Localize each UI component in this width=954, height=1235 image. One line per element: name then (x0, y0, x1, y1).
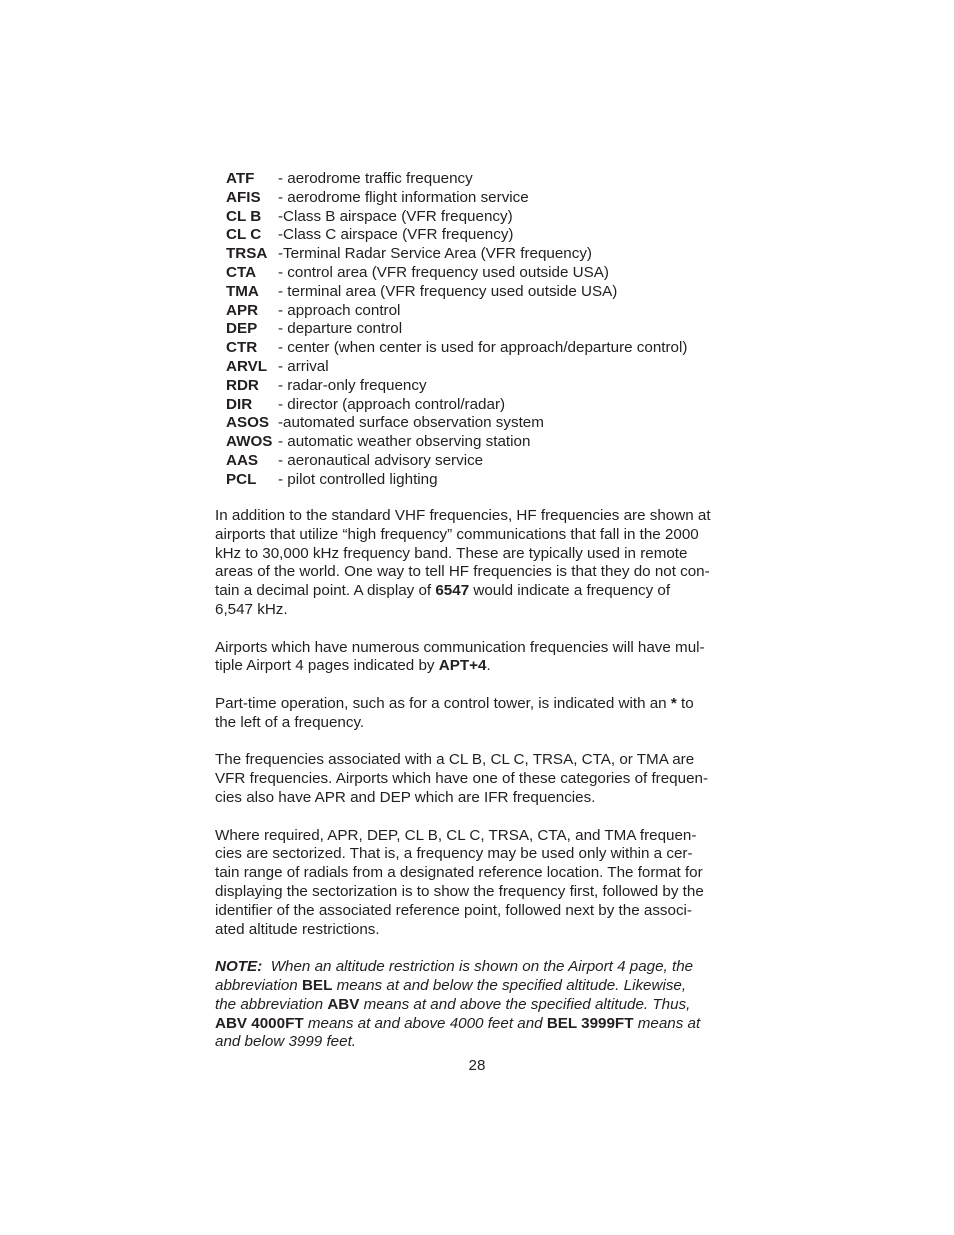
text-line (215, 996, 735, 1015)
abbreviation-description: - aerodrome flight information service (278, 188, 529, 206)
abbreviation-row (226, 396, 786, 415)
text-run: Part-time operation, such as for a control tower, is indicated with an (215, 694, 671, 712)
text-line: ated altitude restrictions. (215, 920, 380, 938)
abbreviation-description: - automatic weather observing station (278, 433, 531, 451)
abbreviation-code: CTR (226, 339, 258, 357)
text-line: kHz to 30,000 kHz frequency band. These are typically used in remote (215, 544, 688, 562)
abbreviation-description: - aeronautical advisory service (278, 451, 484, 469)
text-line (215, 657, 735, 676)
abbreviation-row (226, 433, 786, 452)
text-line: the left of a frequency. (215, 713, 365, 731)
abbreviation-code: TRSA (226, 245, 268, 263)
note-paragraph (215, 958, 735, 1052)
text-line (215, 958, 735, 977)
abbreviation-row (226, 339, 786, 358)
text-line: airports that utilize “high frequency” communications that fall in the 2000 (215, 525, 699, 543)
text-line: 6,547 kHz. (215, 600, 288, 618)
page-number: 28 (468, 1057, 486, 1074)
text-run: would indicate a frequency of (469, 582, 671, 600)
abbreviation-code: ASOS (226, 414, 270, 432)
text-run: abbreviation (215, 976, 302, 994)
abbreviation-list (226, 170, 786, 490)
text-line: tain range of radials from a designated reference location. The format for (215, 864, 703, 882)
abbreviation-row (226, 208, 786, 227)
text-line: VFR frequencies. Airports which have one of these categories of frequen- (215, 770, 709, 788)
abbreviation-row (226, 452, 786, 471)
abbreviation-code: ATF (226, 170, 255, 187)
parttime-paragraph (215, 695, 735, 733)
sector-paragraph (215, 827, 735, 940)
abbreviation-row (226, 377, 786, 396)
hf-paragraph (215, 507, 735, 620)
text-line: Airports which have numerous communication frequencies will have mul- (215, 638, 705, 656)
abbreviation-description: - terminal area (VFR frequency used outside USA) (278, 282, 618, 300)
body-text (215, 507, 735, 1071)
abbreviation-description: - approach control (278, 301, 401, 319)
abbreviation-row (226, 189, 786, 208)
abbreviation-row (226, 283, 786, 302)
abbreviation-code: AWOS (226, 433, 273, 451)
text-run: tiple Airport 4 pages indicated by (215, 657, 439, 675)
text-line: cies are sectorized. That is, a frequency may be used only within a cer- (215, 845, 693, 863)
bold-run: ABV (327, 995, 360, 1013)
abbreviation-description: - arrival (278, 357, 329, 375)
bold-run: APT+4 (438, 657, 487, 675)
abbreviation-code: AFIS (226, 188, 261, 206)
bold-run: 6547 (435, 582, 470, 600)
text-run: When an altitude restriction is shown on the Airport 4 page, the (262, 958, 694, 976)
abbreviation-code: AAS (226, 451, 259, 469)
abbreviation-description: - departure control (278, 320, 403, 338)
abbreviation-row (226, 170, 786, 189)
text-run: . (486, 657, 491, 675)
abbreviation-code: APR (226, 301, 259, 319)
abbreviation-code: RDR (226, 376, 259, 394)
vfr-paragraph (215, 751, 735, 807)
abbreviation-code: DEP (226, 320, 258, 338)
text-line: In addition to the standard VHF frequencies, HF frequencies are shown at (215, 507, 711, 524)
text-line: and below 3999 feet. (215, 1033, 357, 1051)
text-run: means at and below the specified altitude. Likewise, (332, 976, 687, 994)
text-line (215, 582, 735, 601)
text-line: identifier of the associated reference point, followed next by the associ- (215, 901, 692, 919)
abbreviation-code: TMA (226, 282, 259, 300)
abbreviation-code: CL C (226, 226, 262, 244)
note-label: NOTE: (215, 958, 263, 976)
bold-run: * (670, 694, 677, 712)
text-run: the abbreviation (215, 995, 328, 1013)
text-line: cies also have APR and DEP which are IFR frequencies. (215, 788, 596, 806)
abbreviation-description: -Class C airspace (VFR frequency) (278, 226, 514, 244)
abbreviation-row (226, 320, 786, 339)
text-line: Where required, APR, DEP, CL B, CL C, TRSA, CTA, and TMA frequen- (215, 826, 697, 844)
abbreviation-description: -Class B airspace (VFR frequency) (278, 207, 513, 225)
bold-run: BEL (301, 976, 333, 994)
bold-run: BEL 3999FT (546, 1014, 634, 1032)
abbreviation-row (226, 226, 786, 245)
text-line (215, 1015, 735, 1034)
abbreviation-row (226, 245, 786, 264)
text-run: to (676, 694, 694, 712)
abbreviation-row (226, 302, 786, 321)
text-line (215, 695, 735, 714)
apt-paragraph (215, 639, 735, 677)
text-line (215, 977, 735, 996)
abbreviation-description: - center (when center is used for approach/departure control) (278, 339, 688, 357)
text-run: means at and above 4000 feet and (303, 1014, 547, 1032)
text-run: means at and above the specified altitude. Thus, (359, 995, 691, 1013)
abbreviation-description: - aerodrome traffic frequency (278, 170, 473, 187)
text-line: displaying the sectorization is to show the frequency first, followed by the (215, 882, 704, 900)
abbreviation-row (226, 471, 786, 490)
abbreviation-code: PCL (226, 470, 257, 488)
text-line: areas of the world. One way to tell HF frequencies is that they do not con- (215, 563, 710, 581)
abbreviation-code: CTA (226, 263, 257, 281)
abbreviation-description: - pilot controlled lighting (278, 470, 438, 488)
abbreviation-description: -automated surface observation system (278, 414, 544, 432)
bold-run: ABV 4000FT (215, 1014, 304, 1032)
abbreviation-description: - radar-only frequency (278, 376, 427, 394)
abbreviation-description: - director (approach control/radar) (278, 395, 506, 413)
text-run: tain a decimal point. A display of (215, 582, 436, 600)
text-run: means at (633, 1014, 701, 1032)
abbreviation-description: - control area (VFR frequency used outside USA) (278, 263, 609, 281)
abbreviation-code: CL B (226, 207, 262, 225)
abbreviation-row (226, 264, 786, 283)
abbreviation-code: DIR (226, 395, 253, 413)
abbreviation-code: ARVL (226, 357, 268, 375)
text-line: The frequencies associated with a CL B, CL C, TRSA, CTA, or TMA are (215, 751, 695, 769)
abbreviation-description: -Terminal Radar Service Area (VFR frequency) (278, 245, 592, 263)
abbreviation-row (226, 358, 786, 377)
abbreviation-row (226, 414, 786, 433)
